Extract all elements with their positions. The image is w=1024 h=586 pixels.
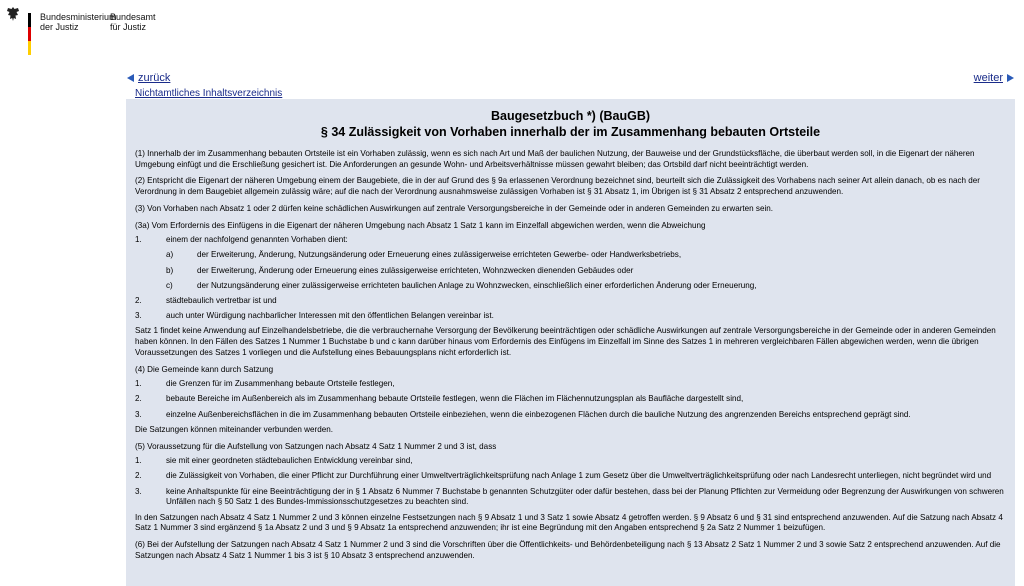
office-name: Bundesamt für Justiz	[110, 12, 156, 32]
list-item: 2. die Zulässigkeit von Vorhaben, die einer Pflicht zur Durchführung einer Umweltverträglichkeitsprüfung nach Anlage 1 zum Gesetz über die Umweltverträglichkeitsprüfung oder nach Landesrecht unterliegen, nicht begründet wird und	[135, 471, 992, 481]
sub-list-item: b) der Erweiterung, Änderung oder Erneuerung eines zulässigerweise errichteten, Wohnzwecken dienenden Gebäudes oder	[166, 265, 634, 275]
paragraph-3a-continuation: Satz 1 findet keine Anwendung auf Einzelhandelsbetriebe, die die verbrauchernahe Versorgung der Bevölkerung beeinträchtigen oder schädliche Auswirkungen auf zentrale Versorgungsbereiche in der Gemeinde oder in anderen Gemeinden haben können. In den Fällen des Satzes 1 Nummer 1 Buchstabe b und c kann darüber hinaus vom Erfordernis des Einfügens im Einzelfall im Sinne des Satzes 1 in mehreren vergleichbaren Fällen abgewichen werden, wenn die übrigen Voraussetzungen des Satzes 1 vorliegen und die Aufstellung eines Bebauungsplans nicht erforderlich ist.	[135, 326, 996, 357]
sub-list-item: c) der Nutzungsänderung einer zulässigerweise errichteten baulichen Anlage zu Wohnzwecken, einschließlich einer erforderlichen Änderung oder Erneuerung,	[166, 280, 757, 290]
flag-stripe-red	[28, 27, 31, 41]
law-title: Baugesetzbuch *) (BauGB)	[490, 109, 651, 123]
flag-stripe-gold	[28, 41, 31, 55]
paragraph-3a: (3a) Vom Erfordernis des Einfügens in die Eigenart der näheren Umgebung nach Absatz 1 Satz 1 kann im Einzelfall abgewichen werden, wenn die Abweichung	[135, 220, 706, 230]
sub-list-item: a) der Erweiterung, Änderung, Nutzungsänderung oder Erneuerung eines zulässigerweise errichteten Gewerbe- oder Handwerksbetriebs,	[166, 250, 682, 260]
ministry-name: Bundesministerium der Justiz	[40, 12, 117, 32]
list-item: 1. die Grenzen für im Zusammenhang bebaute Ortsteile festlegen,	[135, 379, 395, 389]
paragraph-4-continuation: Die Satzungen können miteinander verbunden werden.	[135, 424, 333, 434]
paragraph-3: (3) Von Vorhaben nach Absatz 1 oder 2 dürfen keine schädlichen Auswirkungen auf zentrale Versorgungsbereiche in der Gemeinde oder in anderen Gemeinden zu erwarten sein.	[135, 203, 774, 213]
arrow-left-icon	[127, 74, 134, 82]
list-item: 2. städtebaulich vertretbar ist und	[135, 296, 277, 306]
paragraph-4: (4) Die Gemeinde kann durch Satzung	[135, 364, 274, 374]
arrow-right-icon	[1007, 74, 1014, 82]
paragraph-6: (6) Bei der Aufstellung der Satzungen nach Absatz 4 Satz 1 Nummer 2 und 3 sind die Vorschriften über die Öffentlichkeits- und Behördenbeteiligung nach § 13 Absatz 2 Satz 1 Nummer 2 und 3 sowie Satz 2 entsprechend anzuwenden. Auf die Satzungen nach Absatz 4 Satz 1 Nummer 1 bis 3 ist § 10 Absatz 3 entsprechend anzuwenden.	[135, 539, 1001, 560]
list-item: 3. keine Anhaltspunkte für eine Beeinträchtigung der in § 1 Absatz 6 Nummer 7 Buchstabe b genannten Schutzgüter oder dafür bestehen, dass bei der Planung Pflichten zur Vermeidung oder Begrenzung der Auswirkungen von schweren Unfällen nach § 50 Satz 1 des Bundes-Immissionsschutzgesetzes zu beachten sind.	[135, 486, 1004, 507]
section-title: § 34 Zulässigkeit von Vorhaben innerhalb der im Zusammenhang bebauten Ortsteile	[320, 125, 821, 139]
paragraph-2: (2) Entspricht die Eigenart der näheren Umgebung einem der Baugebiete, die in der auf Grund des § 9a erlassenen Verordnung bezeichnet sind, beurteilt sich die Zulässigkeit des Vorhabens nach seiner Art allein danach, ob es nach der Verordnung in dem Baugebiet allgemein zulässig wäre; auf die nach der Verordnung ausnahmsweise zulässigen Vorhaben ist § 31 Absatz 1, im Übrigen ist § 31 Absatz 2 entsprechend anzuwenden.	[135, 176, 980, 197]
law-text-panel	[126, 99, 1015, 586]
german-flag-bar	[28, 13, 31, 55]
list-item: 3. einzelne Außenbereichsflächen in die im Zusammenhang bebauten Ortsteile einbeziehen, wenn die einbezogenen Flächen durch die bauliche Nutzung des angrenzenden Bereichs entsprechend geprägt sind.	[135, 409, 911, 419]
paragraph-1: (1) Innerhalb der im Zusammenhang bebauten Ortsteile ist ein Vorhaben zulässig, wenn es sich nach Art und Maß der baulichen Nutzung, der Bauweise und der Grundstücksfläche, die überbaut werden soll, in die Eigenart der näheren Umgebung einfügt und die Erschließung gesichert ist. Die Anforderungen an gesunde Wohn- und Arbeitsverhältnisse müssen gewahrt bleiben; das Ortsbild darf nicht beeinträchtigt werden.	[135, 149, 975, 169]
back-link[interactable]: zurück	[127, 72, 170, 84]
paragraph-5: (5) Voraussetzung für die Aufstellung von Satzungen nach Absatz 4 Satz 1 Nummer 2 und 3 ist, dass	[135, 441, 497, 451]
paragraph-5-continuation: In den Satzungen nach Absatz 4 Satz 1 Nummer 2 und 3 können einzelne Festsetzungen nach § 9 Absatz 1 und 3 Satz 1 sowie Absatz 4 getroffen werden. § 9 Absatz 6 und § 31 sind entsprechend anzuwenden. Auf die Satzung nach Absatz 4 Satz 1 Nummer 3 sind ergänzend § 1a Absatz 2 und 3 und § 9 Absatz 1a entsprechend anzuwenden; ihr ist eine Begründung mit den Angaben entsprechend § 2a Satz 2 Nummer 1 beizufügen.	[135, 512, 1003, 533]
list-item: 2. bebaute Bereiche im Außenbereich als im Zusammenhang bebaute Ortsteile festlegen, wenn die Flächen im Flächennutzungsplan als Baufläche dargestellt sind,	[135, 394, 744, 404]
toc-link[interactable]: Nichtamtliches Inhaltsverzeichnis	[135, 88, 283, 99]
list-item: 1. sie mit einer geordneten städtebaulichen Entwicklung vereinbar sind,	[135, 456, 413, 466]
list-item: 3. auch unter Würdigung nachbarlicher Interessen mit den öffentlichen Belangen vereinbar ist.	[135, 311, 494, 321]
federal-eagle-icon	[6, 6, 20, 22]
flag-stripe-black	[28, 13, 31, 27]
list-item: 1. einem der nachfolgend genannten Vorhaben dient:	[135, 235, 348, 245]
next-link[interactable]: weiter	[974, 72, 1014, 84]
